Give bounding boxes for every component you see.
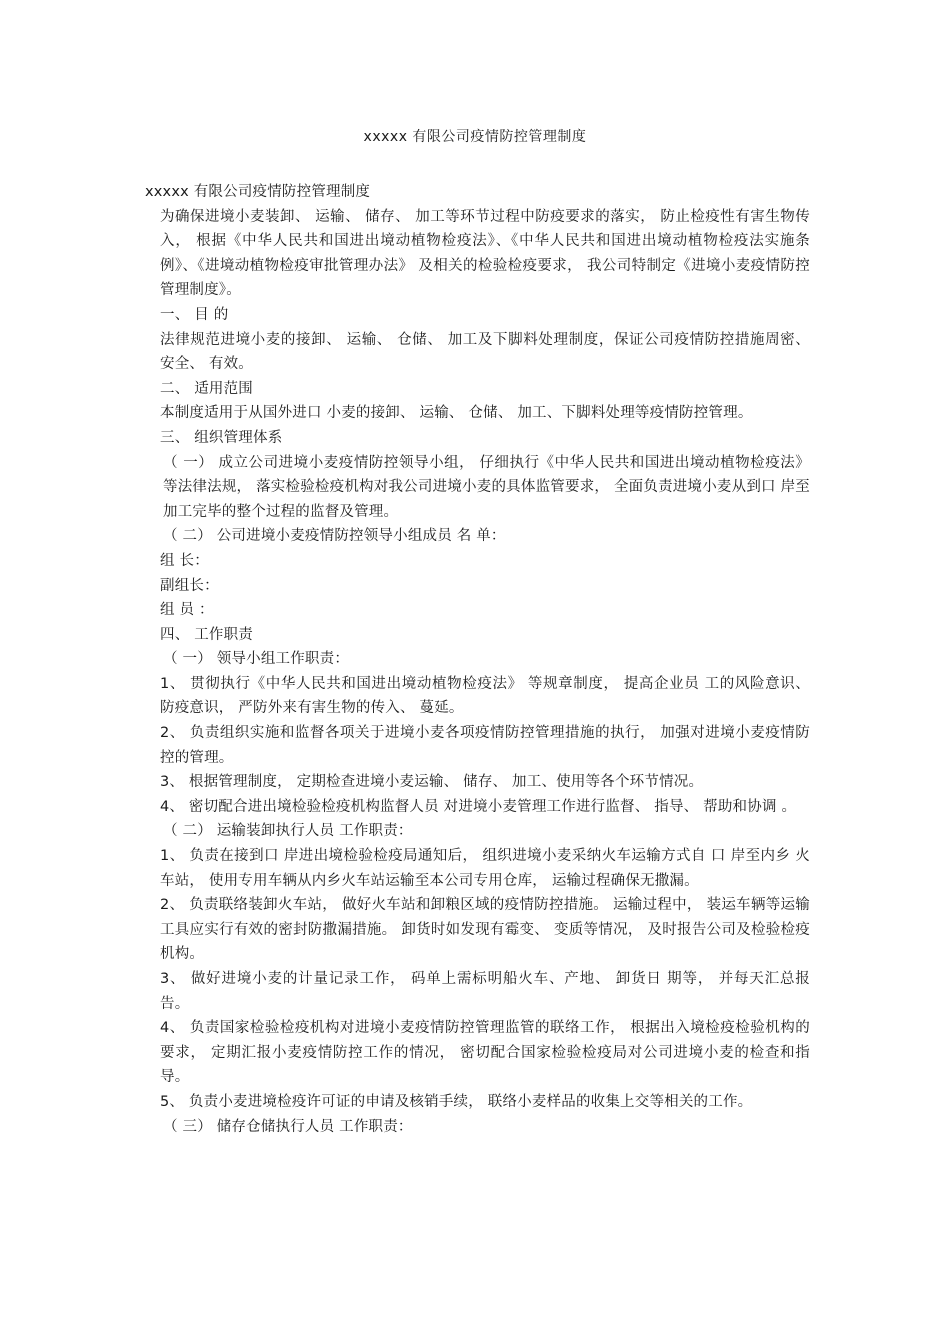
list-item: 4、 负责国家检验检疫机构对进境小麦疫情防控管理监管的联络工作， 根据出入境检疫检验机构的要求， 定期汇报小麦疫情防控工作的情况， 密切配合国家检验检疫局对公司进境小麦的检查和指导。 bbox=[160, 1020, 810, 1086]
document-title: xxxxx 有限公司疫情防控管理制度 bbox=[363, 129, 587, 145]
list-item: 1、 负责在接到口 岸进出境检验检疫局通知后， 组织进境小麦采纳火车运输方式自 口 岸至内乡 火车站， 使用专用车辆从内乡火车站运输至本公司专用仓库， 运输过程确保无撒漏。 bbox=[160, 848, 810, 889]
list-item: 3、 根据管理制度， 定期检查进境小麦运输、 储存、 加工、使用等各个环节情况。 bbox=[160, 774, 704, 791]
list-item: 2、 负责联络装卸火车站， 做好火车站和卸粮区域的疫情防控措施。 运输过程中， 装运车辆等运输工具应实行有效的密封防撒漏措施。 卸货时如发现有霉变、 变质等情况， 及时报告公司及检验检疫机构。 bbox=[160, 897, 810, 963]
paragraph: 本制度适用于从国外进口 小麦的接卸、 运输、 仓储、 加工、下脚料处理等疫情防控管理。 bbox=[160, 405, 753, 422]
paragraph: （ 一） 成立公司进境小麦疫情防控领导小组， 仔细执行《中华人民共和国进出境动植物检疫法》 等法律法规， 落实检验检疫机构对我公司进境小麦的具体监管要求， 全面负责进境小麦从到口 岸至加工完毕的整个过程的监督及管理。 bbox=[163, 454, 810, 520]
member-line-members: 组 员 ： bbox=[160, 602, 214, 619]
document-heading: xxxxx 有限公司疫情防控管理制度 bbox=[145, 184, 371, 200]
list-item: 4、 密切配合进出境检验检疫机构监督人员 对进境小麦管理工作进行监督、 指导、 帮助和协调 。 bbox=[160, 798, 797, 815]
paragraph: （ 二） 公司进境小麦疫情防控领导小组成员 名 单： bbox=[163, 528, 506, 545]
intro-paragraph: 为确保进境小麦装卸、 运输、 储存、 加工等环节过程中防疫要求的落实， 防止检疫性有害生物传入， 根据《中华人民共和国进出境动植物检疫法》、《中华人民共和国进出境动植物检疫法实施条例》、《进境动植物检疫审批管理办法》 及相关的检验检疫要求， 我公司特制定《进境小麦疫情防控管理制度》。 bbox=[160, 208, 810, 299]
section-heading-purpose: 一、 目 的 bbox=[160, 306, 229, 323]
member-line-deputy: 副组长： bbox=[160, 577, 219, 594]
section-heading-duties: 四、 工作职责 bbox=[160, 626, 254, 643]
list-item: 3、 做好进境小麦的计量记录工作， 码单上需标明船火车、产地、 卸货日 期等， 并每天汇总报告。 bbox=[160, 971, 810, 1012]
section-heading-organization: 三、 组织管理体系 bbox=[160, 429, 283, 446]
section-heading-scope: 二、 适用范围 bbox=[160, 380, 254, 397]
subsection-heading: （ 一） 领导小组工作职责： bbox=[163, 651, 350, 668]
list-item: 2、 负责组织实施和监督各项关于进境小麦各项疫情防控管理措施的执行， 加强对进境小麦疫情防控的管理。 bbox=[160, 725, 810, 766]
list-item: 1、 贯彻执行《中华人民共和国进出境动植物检疫法》 等规章制度， 提高企业员 工的风险意识、 防疫意识， 严防外来有害生物的传入、 蔓延。 bbox=[160, 675, 810, 717]
paragraph: 法律规范进境小麦的接卸、 运输、 仓储、 加工及下脚料处理制度，保证公司疫情防控措施周密、 安全、 有效。 bbox=[160, 331, 810, 373]
subsection-heading: （ 三） 储存仓储执行人员 工作职责： bbox=[163, 1118, 413, 1135]
list-item: 5、 负责小麦进境检疫许可证的申请及核销手续， 联络小麦样品的收集上交等相关的工作。 bbox=[160, 1093, 753, 1110]
subsection-heading: （ 二） 运输装卸执行人员 工作职责： bbox=[163, 823, 413, 840]
document-body bbox=[145, 180, 810, 1139]
member-line-leader: 组 长： bbox=[160, 552, 209, 569]
